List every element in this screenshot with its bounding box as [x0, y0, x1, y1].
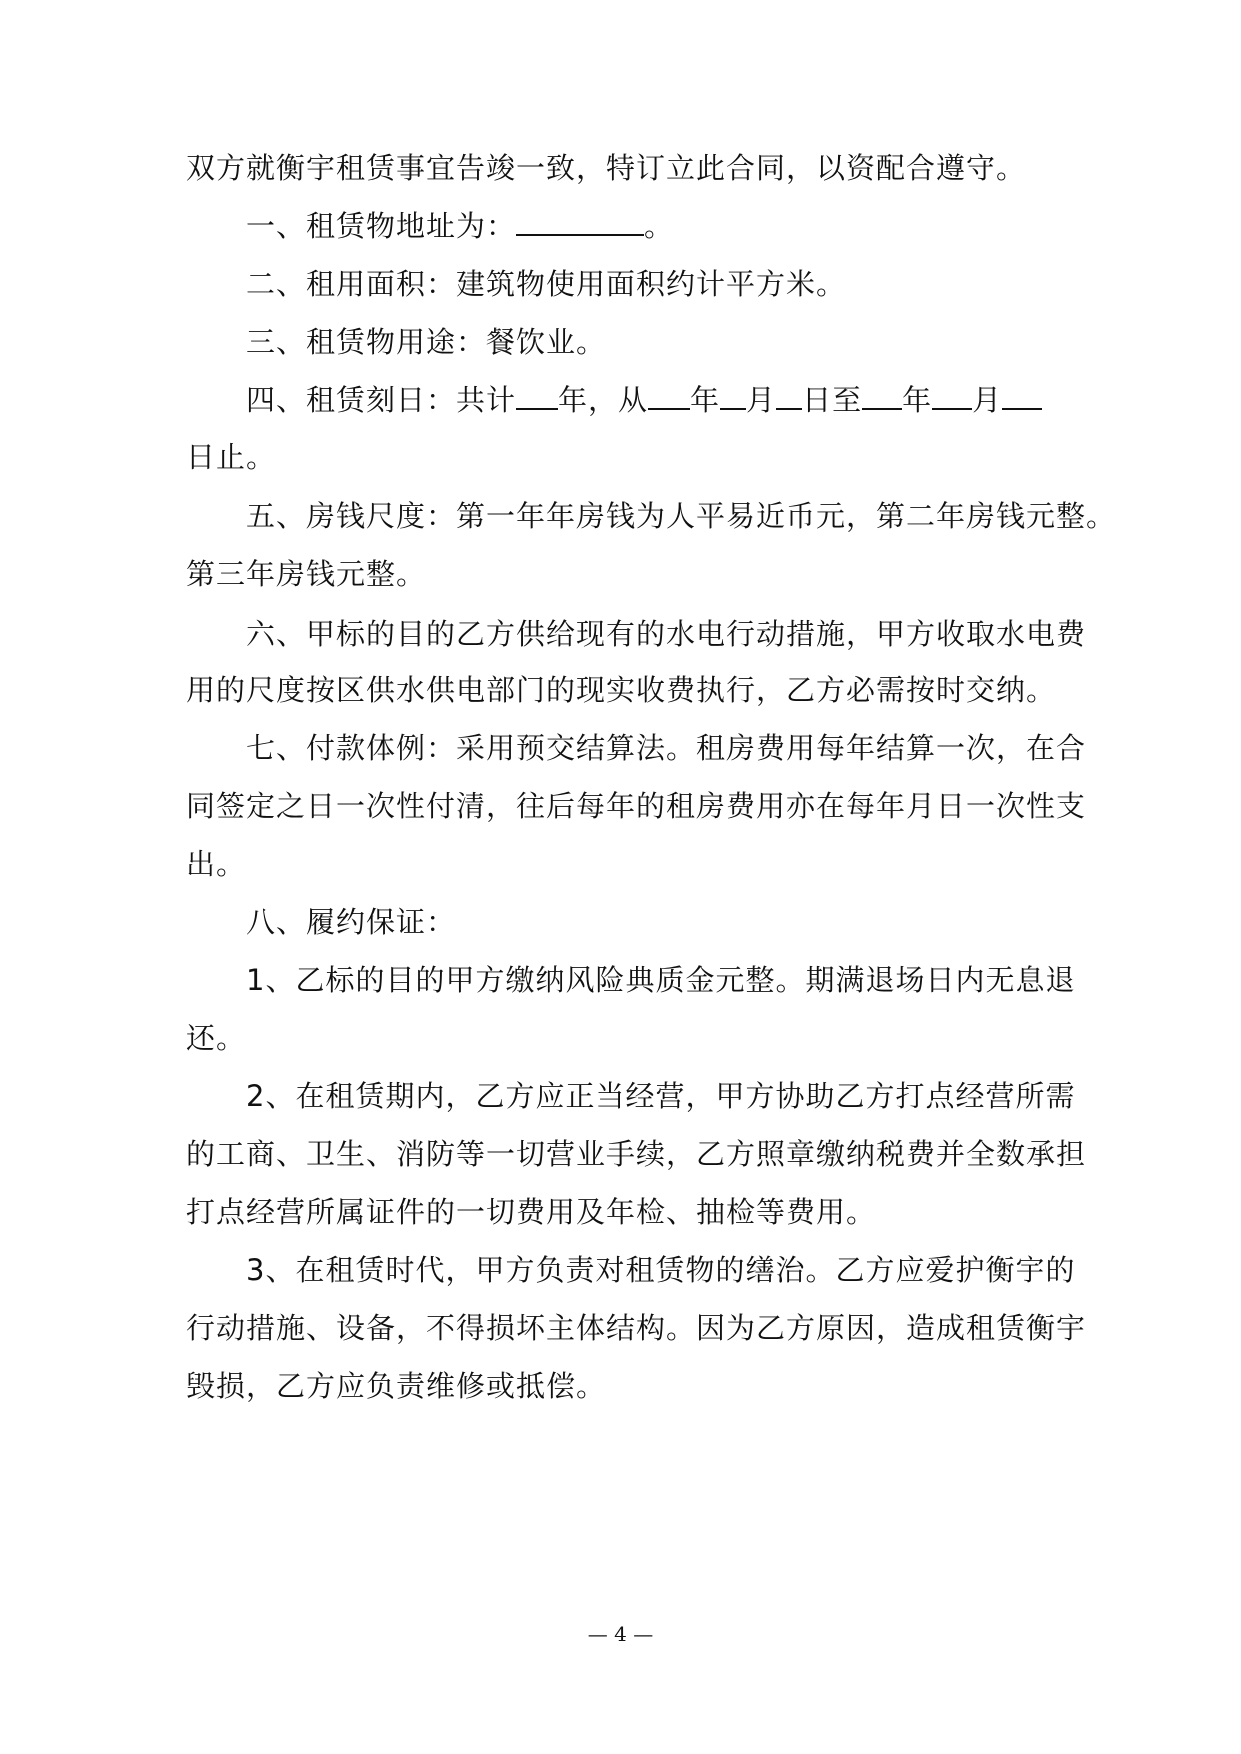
paragraph-line: 同签定之日一次性付清，往后每年的租房费用亦在每年月日一次性支: [186, 789, 1087, 823]
paragraph-line: 第三年房钱元整。: [186, 557, 427, 591]
clause-1-address: [246, 206, 674, 246]
sub-clause-1: 1、乙标的目的甲方缴纳风险典质金元整。期满退场日内无息退: [246, 963, 1076, 997]
end-year-blank: [862, 382, 902, 410]
paragraph-line: 出。: [186, 847, 247, 881]
clause-text: 日至: [802, 383, 863, 417]
clause-2-area: 二、租用面积：建筑物使用面积约计平方米。: [246, 267, 847, 301]
start-month-blank: [720, 382, 746, 410]
end-day-blank: [1002, 382, 1042, 410]
years-blank: [516, 382, 558, 410]
clause-text: 四、租赁刻日：共计: [246, 383, 517, 417]
clause-text: 月: [746, 383, 777, 417]
start-year-blank: [648, 382, 690, 410]
clause-8-guarantee: 八、履约保证：: [246, 905, 457, 939]
clause-text: 。: [644, 209, 675, 243]
paragraph-line: 双方就衡宇租赁事宜告竣一致，特订立此合同，以资配合遵守。: [186, 151, 1027, 185]
paragraph-line: 日止。: [186, 440, 277, 474]
paragraph-line: 行动措施、设备，不得损坏主体结构。因为乙方原因，造成租赁衡宇: [186, 1311, 1087, 1345]
paragraph-line: 还。: [186, 1021, 247, 1055]
page-number: — 4 —: [587, 1622, 654, 1646]
clause-text: 年: [690, 383, 721, 417]
clause-5-rent: 五、房钱尺度：第一年年房钱为人平易近币元，第二年房钱元整。: [246, 499, 1117, 533]
address-blank: [516, 208, 644, 236]
sub-clause-3: 3、在租赁时代，甲方负责对租赁物的缮治。乙方应爱护衡宇的: [246, 1253, 1076, 1287]
paragraph-line: 毁损，乙方应负责维修或抵偿。: [186, 1369, 607, 1403]
clause-text: 年，从: [558, 383, 649, 417]
clause-6-utilities: 六、甲标的目的乙方供给现有的水电行动措施，甲方收取水电费: [246, 617, 1087, 651]
clause-4-term: [246, 380, 1042, 420]
end-month-blank: [932, 382, 972, 410]
sub-clause-2: 2、在租赁期内，乙方应正当经营，甲方协助乙方打点经营所需: [246, 1079, 1076, 1113]
clause-3-usage: 三、租赁物用途：餐饮业。: [246, 325, 607, 359]
paragraph-line: 打点经营所属证件的一切费用及年检、抽检等费用。: [186, 1195, 877, 1229]
clause-7-payment: 七、付款体例：采用预交结算法。租房费用每年结算一次，在合: [246, 731, 1087, 765]
clause-text: 年: [902, 383, 933, 417]
clause-text: 月: [972, 383, 1003, 417]
start-day-blank: [776, 382, 802, 410]
clause-text: 一、租赁物地址为：: [246, 209, 517, 243]
paragraph-line: 的工商、卫生、消防等一切营业手续，乙方照章缴纳税费并全数承担: [186, 1137, 1087, 1171]
paragraph-line: 用的尺度按区供水供电部门的现实收费执行，乙方必需按时交纳。: [186, 673, 1057, 707]
